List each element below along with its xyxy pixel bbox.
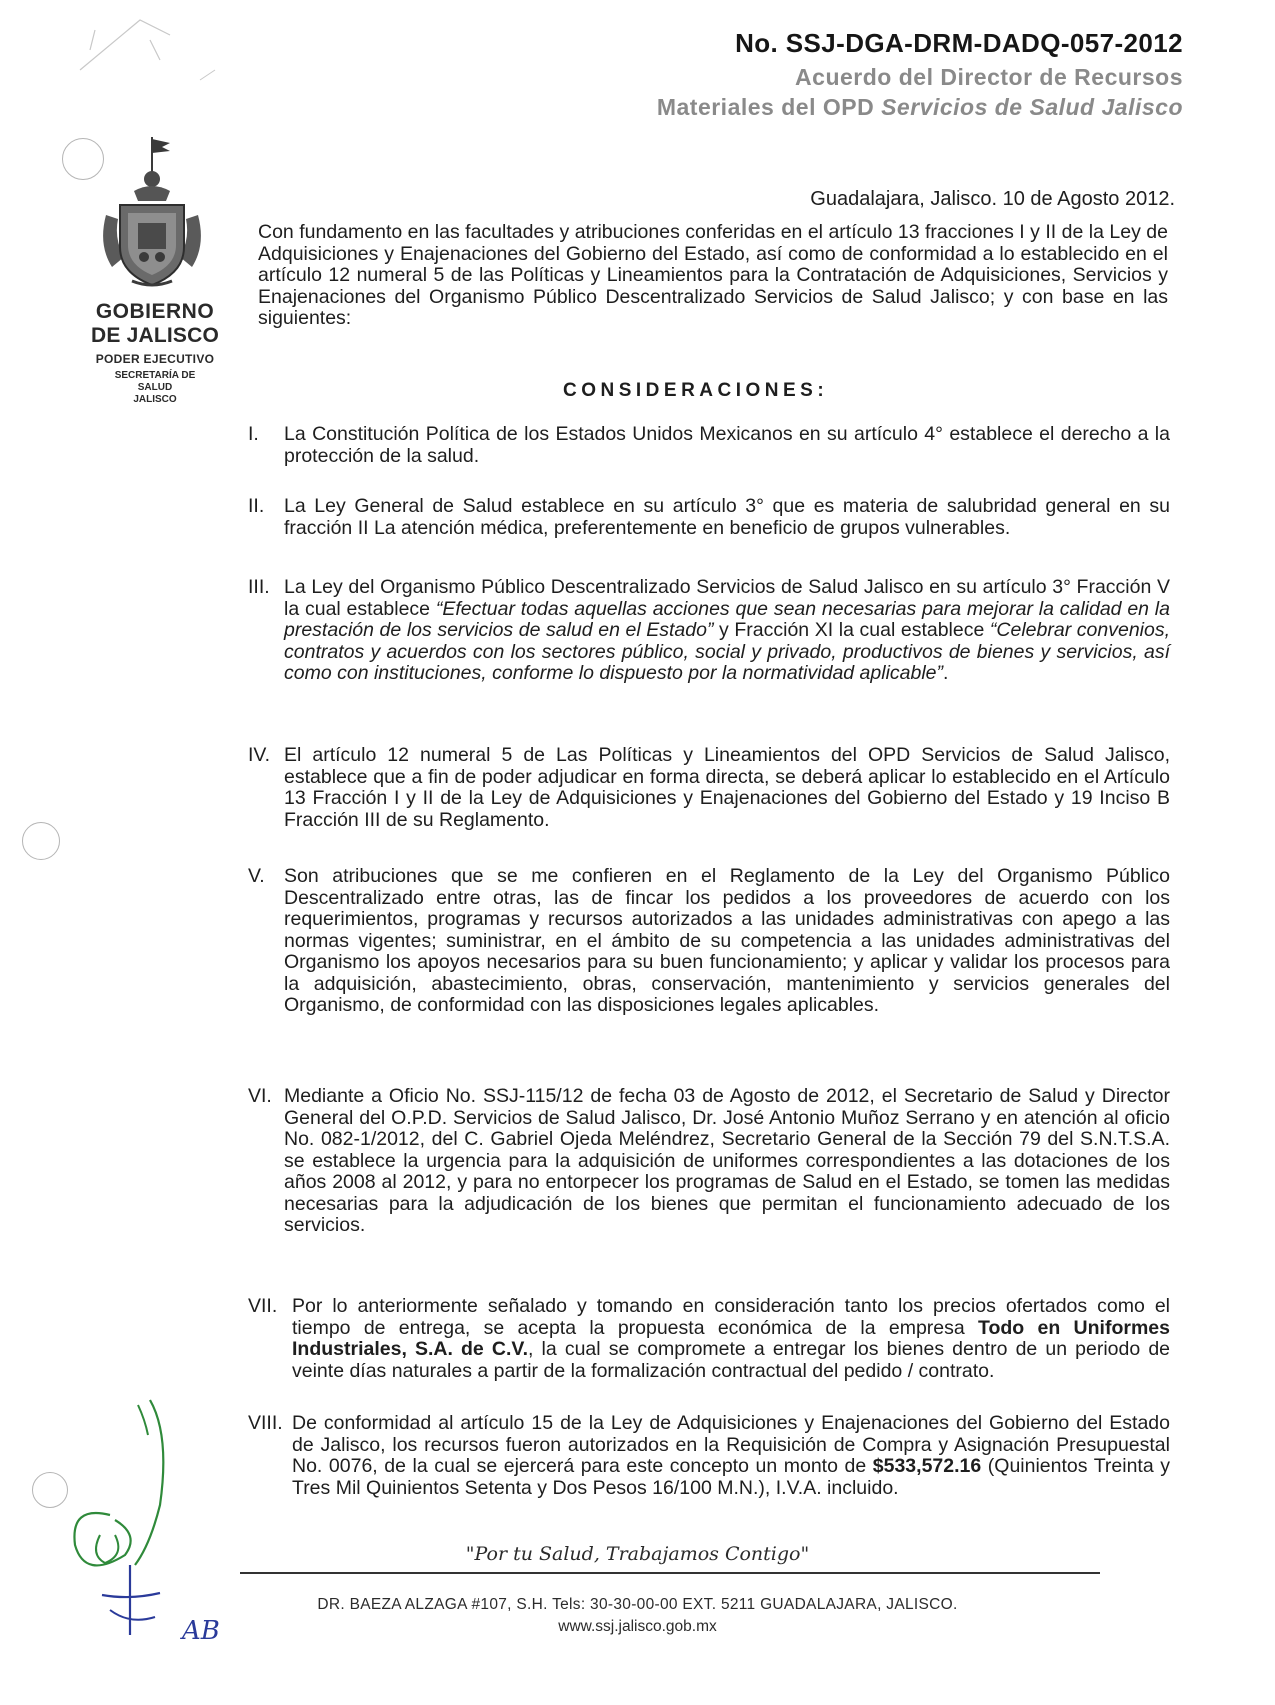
government-branch: PODER EJECUTIVO [95, 352, 215, 366]
item-text: La Ley General de Salud establece en su artículo 3° que es materia de salubridad general en su fracción II La atención médica, preferentemente en beneficio de grupos vulnerables. [284, 495, 1170, 539]
consideration-item-v [248, 866, 1170, 1017]
item-quote-1: “Efectuar todas aquellas acciones que sean necesarias para mejorar la calidad en la prestación de los servicios de salud en el Estado” [284, 597, 1170, 641]
consideration-item-iv [248, 745, 1170, 831]
corner-scribble-marks [50, 10, 250, 100]
item-text [292, 1413, 1170, 1499]
item-text [292, 1296, 1170, 1382]
consideration-item-iii [248, 577, 1170, 685]
footer-website: www.ssj.jalisco.gob.mx [558, 1618, 717, 1635]
consideration-item-vi [248, 1086, 1170, 1237]
header-title-line-2-plain: Materiales del OPD [656, 94, 882, 120]
item-number: V. [248, 865, 265, 887]
handwritten-initials: AB [182, 1616, 220, 1645]
government-name-line-1: GOBIERNO [95, 300, 215, 323]
secretariat-line-3: JALISCO [133, 394, 177, 405]
item-text: El artículo 12 numeral 5 de Las Políticas y Lineamientos del OPD Servicios de Salud Jalisco, establece que a fin de poder adjudicar en forma directa, se deberá aplicar lo establecido en el Artículo 13 Fracción I y II de la Ley de Adquisiciones y Enajenaciones del Gobierno del Estado y 19 Inciso B Fracción III de su Reglamento. [284, 744, 1170, 831]
consideration-item-i [248, 424, 1170, 467]
company-name: Todo en Uniformes Industriales, S.A. de C.V. [292, 1316, 1170, 1360]
amount: $533,572.16 [872, 1455, 982, 1477]
jalisco-coat-of-arms-icon [92, 135, 212, 290]
item-text-part: , la cual se compromete a entregar los bienes dentro de un periodo de veinte días naturales a partir de la formalización contractual del pedido / contrato. [292, 1338, 1171, 1382]
document-date: Guadalajara, Jalisco. 10 de Agosto 2012. [810, 188, 1175, 210]
item-text-part: La Ley del Organismo Público Descentralizado Servicios de Salud Jalisco en su artículo 3° Fracción V la cual establece [284, 576, 1170, 620]
item-text-part: De conformidad al artículo 15 de la Ley de Adquisiciones y Enajenaciones del Gobierno del Estado de Jalisco, los recursos fueron autorizados en la Requisición de Compra y Asignación Presupuestal No. 0076, de la cual se ejercerá para este concepto un monto de [292, 1412, 1170, 1477]
considerations-heading: CONSIDERACIONES: [563, 380, 829, 401]
item-number: VII. [248, 1295, 278, 1317]
header-title-line-2 [657, 94, 1183, 121]
government-identity-block [80, 300, 230, 406]
item-text: Son atribuciones que se me confieren en el Reglamento de la Ley del Organismo Público Descentralizado entre otras, las de fincar los pedidos a los proveedores de acuerdo con los requerimientos, programas y recursos autorizados a las unidades administrativas con apego a las normas vigentes; suministrar, en el ámbito de su competencia a las unidades administrativas del Organismo los apoyos necesarios para su buen funcionamiento; y aplicar y validar los procesos para la adquisición, abastecimiento, obras, conservación, mantenimiento y servicios generales del Organismo, de conformidad con las disposiciones legales aplicables. [284, 865, 1170, 1016]
item-text [284, 577, 1170, 685]
item-number: II. [248, 495, 265, 517]
item-text: La Constitución Política de los Estados Unidos Mexicanos en su artículo 4° establece el derecho a la protección de la salud. [284, 423, 1170, 467]
consideration-item-vii [248, 1296, 1170, 1382]
secretariat-line-2: SALUD [137, 382, 173, 393]
item-number: III. [248, 576, 270, 598]
intro-paragraph: Con fundamento en las facultades y atribuciones conferidas en el artículo 13 fracciones I y II de la Ley de Adquisiciones y Enajenaciones del Gobierno del Estado, así como de conformidad a lo establecido en el artículo 12 numeral 5 de las Políticas y Lineamientos para la Contratación de Adquisiciones, Servicios y Enajenaciones del Organismo Público Descentralizado Servicios de Salud Jalisco; y con base en las siguientes: [258, 221, 1168, 329]
secretariat-line-1: SECRETARÍA DE [114, 370, 196, 381]
item-text-part: Por lo anteriormente señalado y tomando en consideración tanto los precios ofertados como el tiempo de entrega, se acepta la propuesta económica de la empresa [292, 1295, 1170, 1339]
consideration-item-ii [248, 496, 1170, 539]
consideration-item-viii [248, 1413, 1170, 1499]
item-number: IV. [248, 744, 271, 766]
header-title-line-1: Acuerdo del Director de Recursos [795, 64, 1183, 90]
footer-slogan: "Por tu Salud, Trabajamos Contigo" [465, 1543, 810, 1565]
item-number: I. [248, 423, 259, 445]
item-number: VI. [248, 1085, 272, 1107]
item-text-part: . [943, 662, 949, 684]
item-number: VIII. [248, 1412, 283, 1434]
item-text-part: y Fracción XI la cual establece [713, 619, 990, 641]
item-text-part: (Quinientos Treinta y Tres Mil Quinientos Setenta y Dos Pesos 16/100 M.N.), I.V.A. incluido. [292, 1455, 1170, 1499]
item-quote-2: “Celebrar convenios, contratos y acuerdos con los sectores público, social y privado, productivos de bienes y servicios, así como con instituciones, conforme lo dispuesto por la normatividad aplicable” [284, 619, 1171, 684]
footer-divider [240, 1572, 1100, 1574]
footer-address: DR. BAEZA ALZAGA #107, S.H. Tels: 30-30-00-00 EXT. 5211 GUADALAJARA, JALISCO. [317, 1596, 958, 1613]
header-title-line-2-italic: Servicios de Salud Jalisco [881, 94, 1183, 120]
item-text: Mediante a Oficio No. SSJ-115/12 de fecha 03 de Agosto de 2012, el Secretario de Salud y Director General del O.P.D. Servicios de Salud Jalisco, Dr. José Antonio Muñoz Serrano y en atención al oficio No. 082-1/2012, del C. Gabriel Ojeda Meléndrez, Secretario General de la Sección 79 del S.N.T.S.A. se establece la urgencia para la adquisición de uniformes correspondientes a las dotaciones de los años 2008 al 2012, y para no entorpecer los programas de Salud en el Estado, se tomen las medidas necesarias para la adjudicación de los bienes que permitan el funcionamiento adecuado de los servicios. [284, 1085, 1170, 1236]
government-name-line-2: DE JALISCO [90, 324, 220, 347]
punch-hole-middle [22, 822, 60, 860]
document-number: No. SSJ-DGA-DRM-DADQ-057-2012 [735, 28, 1183, 58]
